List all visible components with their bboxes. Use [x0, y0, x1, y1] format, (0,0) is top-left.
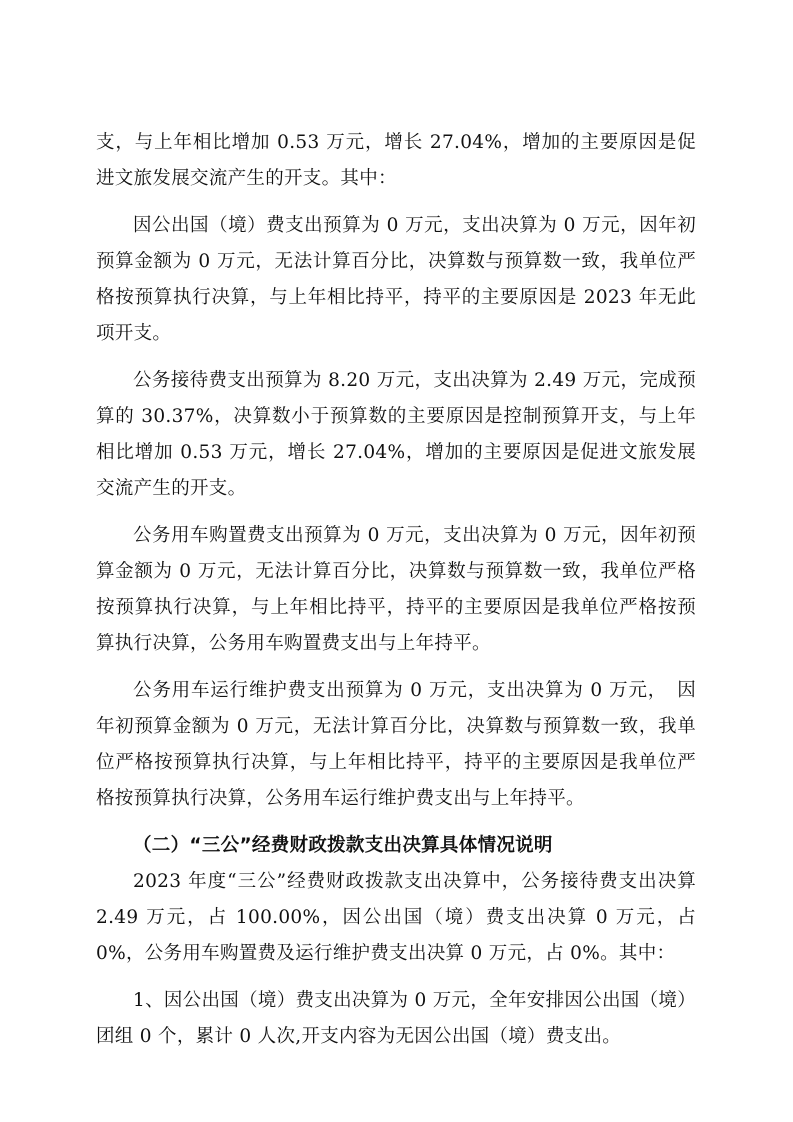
- paragraph-vehicle-maintenance: 公务用车运行维护费支出预算为 0 万元，支出决算为 0 万元， 因年初预算金额为 0 万元，无法计算百分比，决算数与预算数一致，我单位严格按预算执行决算，与上年相比持平，持平的主要原因是我单位严格按预算执行决算，公务用车运行维护费支出与上年持平。: [96, 680, 696, 809]
- document-body: [96, 125, 696, 1055]
- paragraph-continuation: 支，与上年相比增加 0.53 万元，增长 27.04%，增加的主要原因是促进文旅发展交流产生的开支。其中：: [96, 132, 696, 189]
- paragraph-vehicle-purchase: 公务用车购置费支出预算为 0 万元，支出决算为 0 万元，因年初预算金额为 0 万元，无法计算百分比，决算数与预算数一致，我单位严格按预算执行决算，与上年相比持平，持平的主要原因是我单位严格按预算执行决算，公务用车购置费支出与上年持平。: [96, 525, 696, 654]
- paragraph-overseas-travel: 因公出国（境）费支出预算为 0 万元，支出决算为 0 万元，因年初预算金额为 0 万元，无法计算百分比，决算数与预算数一致，我单位严格按预算执行决算，与上年相比持平，持平的主要原因是 2023 年无此项开支。: [96, 215, 696, 344]
- paragraph-overseas-detail: 1、因公出国（境）费支出决算为 0 万元，全年安排因公出国（境）团组 0 个，累计 0 人次,开支内容为无因公出国（境）费支出。: [96, 990, 696, 1047]
- paragraph-official-reception: 公务接待费支出预算为 8.20 万元，支出决算为 2.49 万元，完成预算的 30.37%，决算数小于预算数的主要原因是控制预算开支，与上年相比增加 0.53 万元，增长 27.04%，增加的主要原因是促进文旅发展交流产生的开支。: [96, 370, 696, 499]
- paragraph-summary: 2023 年度“三公”经费财政拨款支出决算中，公务接待费支出决算 2.49 万元，占 100.00%，因公出国（境）费支出决算 0 万元，占 0%，公务用车购置费及运行维护费支出决算 0 万元，占 0%。其中：: [96, 871, 696, 964]
- section-heading: （二）“三公”经费财政拨款支出决算具体情况说明: [133, 835, 553, 856]
